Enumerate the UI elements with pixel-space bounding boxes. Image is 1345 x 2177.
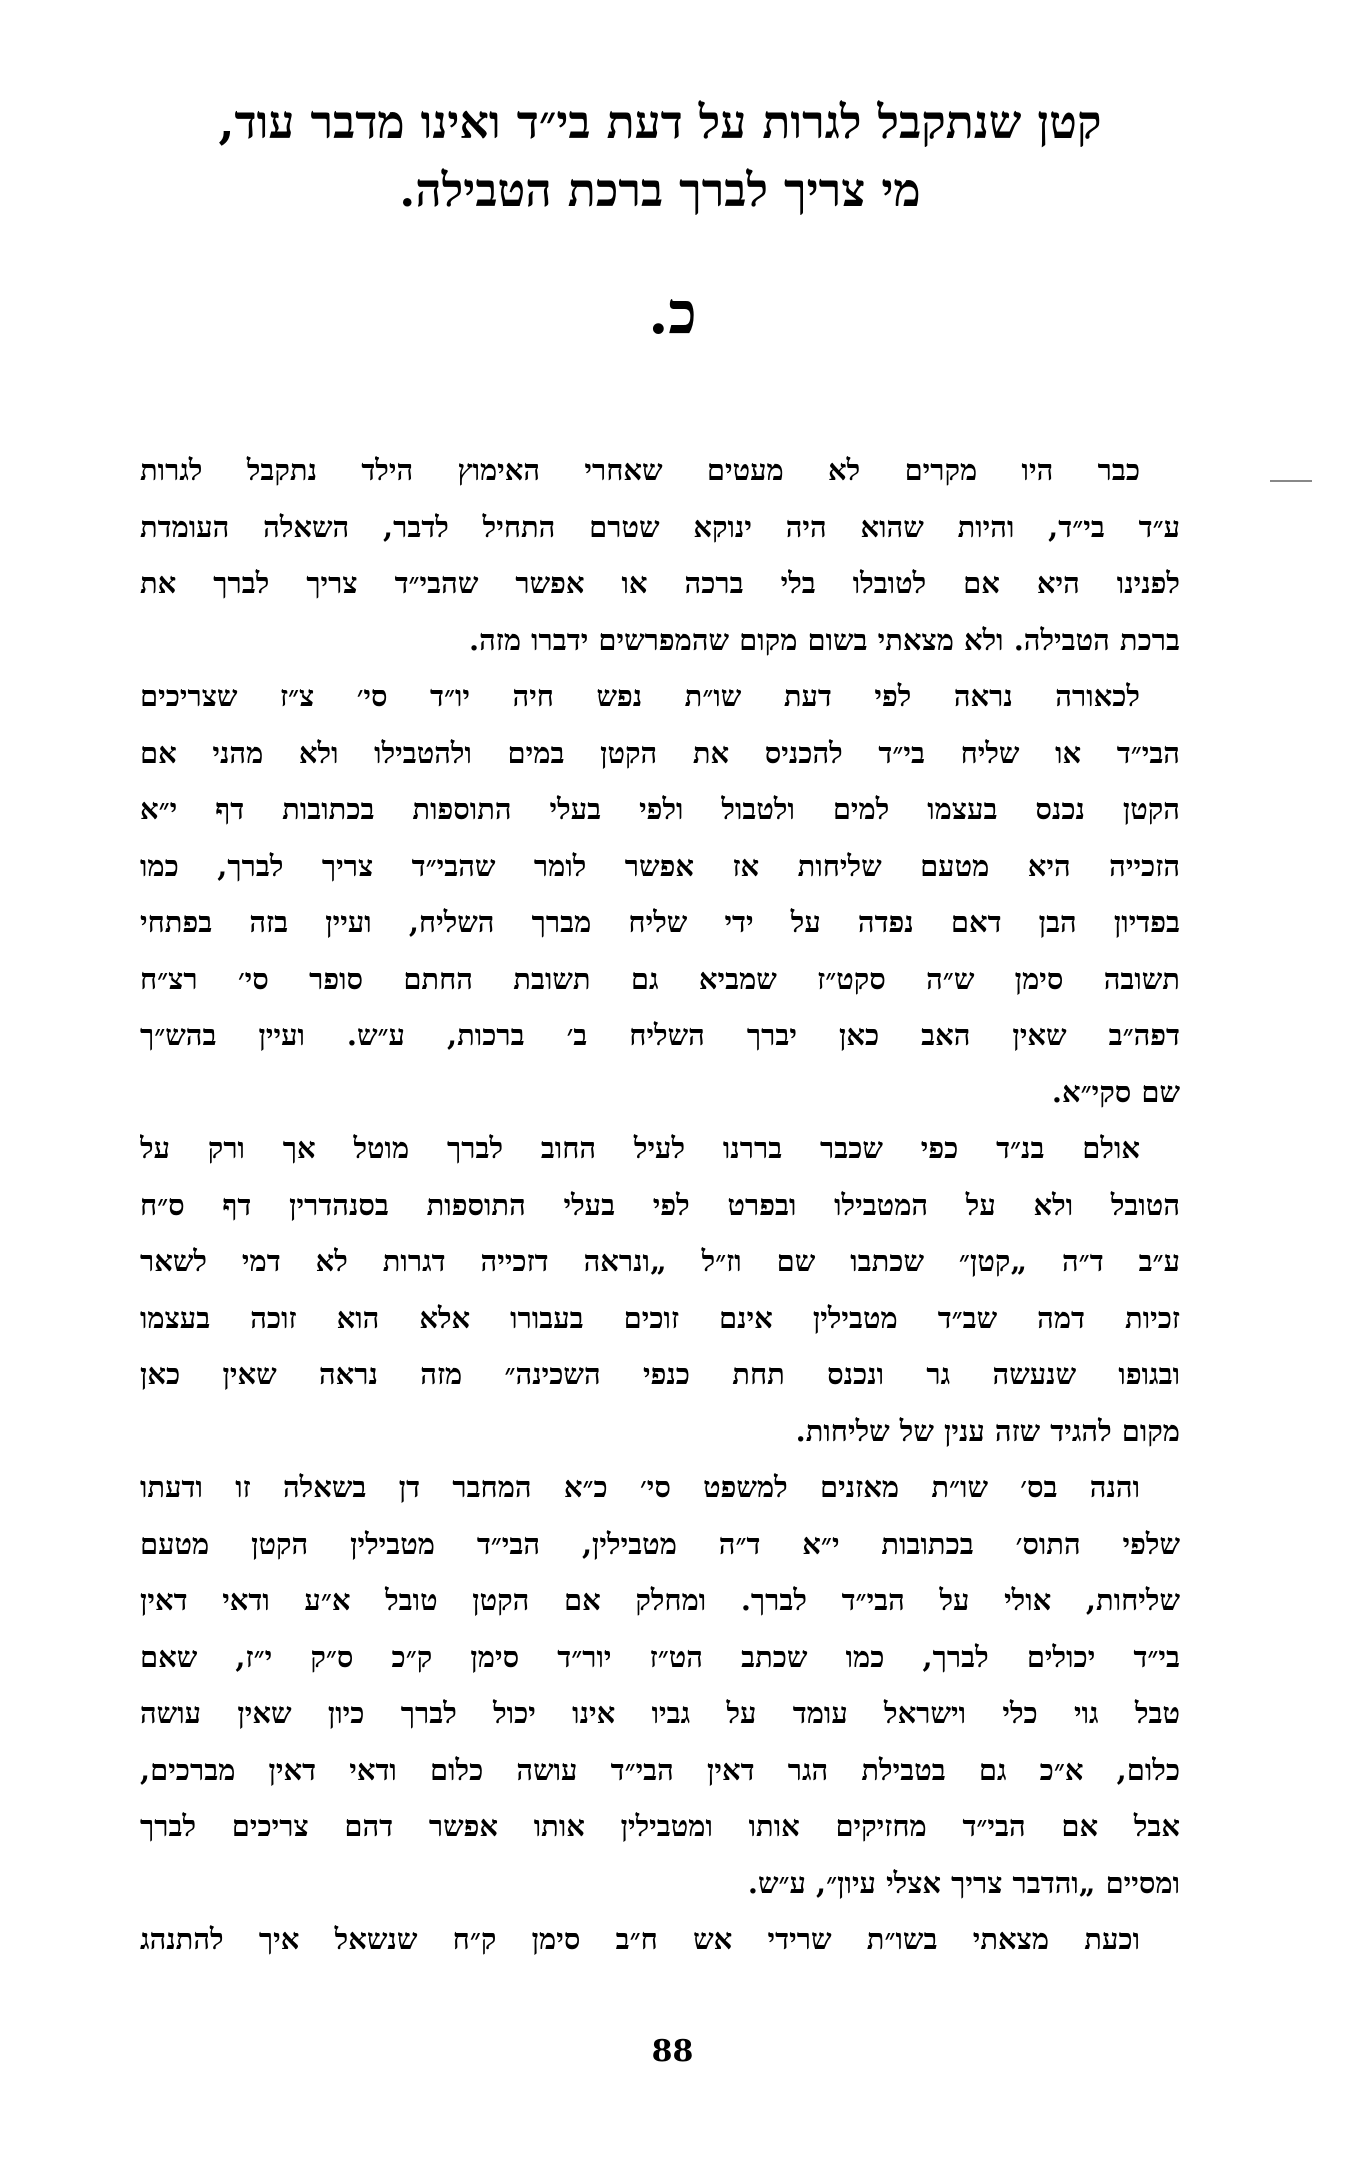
- text-line: מקום להגיד שזה ענין של שליחות.: [795, 1413, 1180, 1448]
- text-line: והנה בס׳ שו״ת מאזנים למשפט סי׳ כ״א המחבר דן בשאלה זו ודעתו: [140, 1470, 1140, 1504]
- text-line: כבר היו מקרים לא מעטים שאחרי האימוץ הילד נתקבל לגרות: [140, 453, 1140, 487]
- text-line: ברכת הטבילה. ולא מצאתי בשום מקום שהמפרשים ידברו מזה.: [468, 622, 1180, 657]
- body-text: [140, 442, 1180, 1968]
- text-line: שליחות, אולי על הבי״ד לברך. ומחלק אם הקטן טובל א״ע ודאי דאין: [140, 1583, 1180, 1617]
- text-line: וכעת מצאתי בשו״ת שרידי אש ח״ב סימן ק״ח שנשאל איך להתנהג: [140, 1922, 1140, 1956]
- text-line: לכאורה נראה לפי דעת שו״ת נפש חיה יו״ד סי׳ צ״ז שצריכים: [140, 679, 1140, 713]
- text-line: ע״ב ד״ה „קטן״ שכתבו שם וז״ל „ונראה דזכייה דגרות לא דמי לשאר: [140, 1244, 1180, 1278]
- text-line: ומסיים „והדבר צריך אצלי עיון״, ע״ש.: [747, 1865, 1180, 1900]
- text-line: זכיות דמה שב״ד מטבילין אינם זוכים בעבורו אלא הוא זוכה בעצמו: [140, 1300, 1180, 1335]
- text-line: טבל גוי כלי וישראל עומד על גביו אינו יכול לברך כיון שאין עושה: [140, 1696, 1180, 1730]
- text-line: בפדיון הבן דאם נפדה על ידי שליח מברך השליח, ועיין בזה בפתחי: [140, 905, 1180, 939]
- text-line: דפה״ב שאין האב כאן יברך השליח ב׳ ברכות, ע״ש. ועיין בהש״ך: [140, 1018, 1180, 1052]
- text-line: הטובל ולא על המטבילו ובפרט לפי בעלי התוספות בסנהדרין דף ס״ח: [140, 1187, 1180, 1222]
- chapter-title: [150, 88, 1170, 224]
- text-line: ובגופו שנעשה גר ונכנס תחת כנפי השכינה״ מזה נראה שאין כאן: [140, 1357, 1180, 1391]
- text-line: בי״ד יכולים לברך, כמו שכתב הט״ז יור״ד סימן ק״כ ס״ק י״ז, שאם: [140, 1639, 1180, 1674]
- text-line: הזכייה היא מטעם שליחות אז אפשר לומר שהבי״ד צריך לברך, כמו: [140, 848, 1180, 883]
- margin-mark: [1270, 480, 1312, 482]
- text-line: ע״ד בי״ד, והיות שהוא היה ינוקא שטרם התחיל לדבר, השאלה העומדת: [140, 509, 1180, 544]
- text-line: אולם בנ״ד כפי שכבר בררנו לעיל החוב לברך מוטל אך ורק על: [140, 1131, 1140, 1165]
- text-line: הקטן נכנס בעצמו למים ולטבול ולפי בעלי התוספות בכתובות דף י״א: [140, 792, 1180, 826]
- title-line-2: מי צריך לברך ברכת הטבילה.: [399, 163, 921, 217]
- page-number: 88: [651, 2034, 694, 2069]
- text-line: הבי״ד או שליח בי״ד להכניס את הקטן במים ולהטבילו ולא מהני אם: [140, 735, 1180, 770]
- text-line: תשובה סימן ש״ה סקט״ז שמביא גם תשובת החתם סופר סי׳ רצ״ח: [140, 961, 1180, 996]
- text-line: לפנינו היא אם לטובלו בלי ברכה או אפשר שהבי״ד צריך לברך את: [140, 566, 1180, 600]
- text-line: שלפי התוס׳ בכתובות י״א ד״ה מטבילין, הבי״ד מטבילין הקטן מטעם: [140, 1526, 1180, 1561]
- title-line-1: קטן שנתקבל לגרות על דעת בי״ד ואינו מדבר עוד,: [218, 95, 1102, 149]
- text-line: אבל אם הבי״ד מחזיקים אותו ומטבילין אותו אפשר דהם צריכים לברך: [140, 1809, 1180, 1843]
- section-letter: כ.: [648, 279, 697, 347]
- text-line: כלום, א״כ גם בטבילת הגר דאין הבי״ד עושה כלום ודאי דאין מברכים,: [140, 1752, 1180, 1787]
- text-line: שם סקי״א.: [1051, 1074, 1180, 1109]
